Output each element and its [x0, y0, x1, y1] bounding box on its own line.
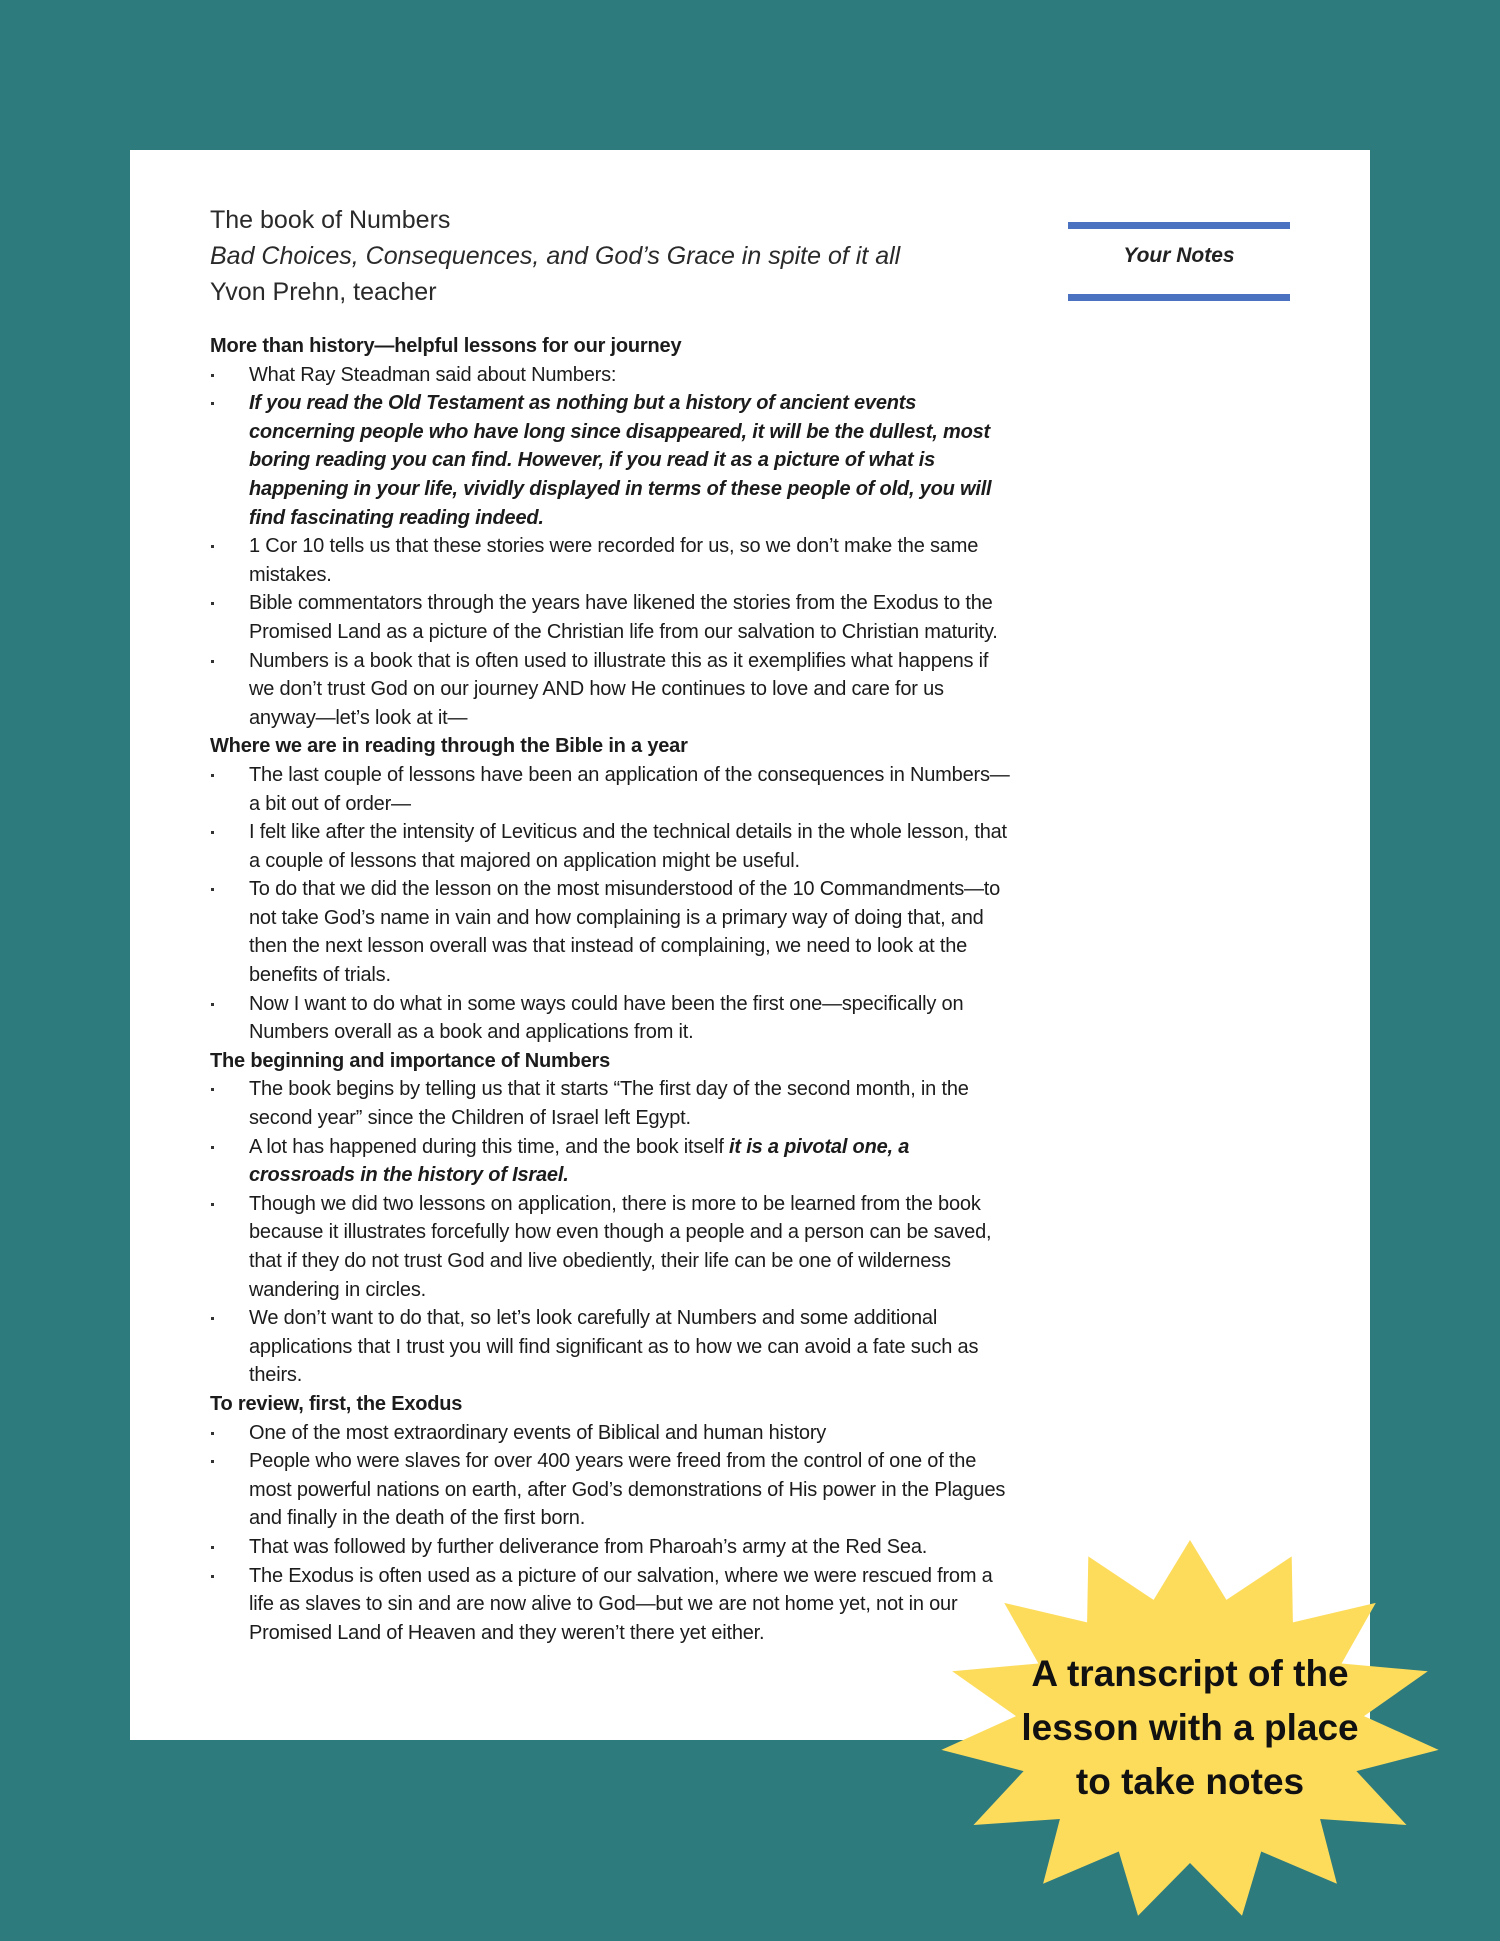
notes-bottom-rule	[1068, 294, 1290, 301]
bullet-item	[210, 1419, 1015, 1448]
bullet-item	[210, 647, 1015, 733]
bullet-item	[210, 389, 1015, 532]
bullet-item	[210, 761, 1015, 818]
bullet-list	[210, 761, 1015, 1047]
callout-starburst	[930, 1540, 1450, 1920]
bullet-text: What Ray Steadman said about Numbers:	[249, 363, 617, 386]
bullet-text: People who were slaves for over 400 years were freed from the control of one of the most powerful nations on earth, after God’s demonstrations of His power in the Plagues and finally in the death of the first born.	[249, 1450, 1006, 1530]
bullet-text: 1 Cor 10 tells us that these stories were recorded for us, so we don’t make the same mistakes.	[249, 535, 979, 586]
emphasized-text: If you read the Old Testament as nothing but a history of ancient events concerning people who have long since disappeared, it will be the dullest, most boring reading you can find. However, if you read it as a picture of what is happening in your life, vividly displayed in terms of these people of old, you will find fascinating reading indeed.	[249, 392, 992, 529]
bullet-item	[210, 589, 1015, 646]
emphasized-text: it is a pivotal one, a crossroads in the history of Israel.	[249, 1135, 910, 1187]
bullet-text: Bible commentators through the years have likened the stories from the Exodus to the Promised Land as a picture of the Christian life from our salvation to Christian maturity.	[249, 592, 998, 643]
bullet-item	[210, 990, 1015, 1047]
bullet-item	[210, 875, 1015, 989]
bullet-text: A lot has happened during this time, and the book itself	[249, 1135, 730, 1158]
section-heading: Where we are in reading through the Bible in a year	[210, 735, 688, 758]
document-page	[130, 150, 1370, 1740]
bullet-item	[210, 1533, 1015, 1562]
bullet-text: One of the most extraordinary events of Biblical and human history	[249, 1421, 827, 1444]
bullet-item	[210, 1447, 1015, 1533]
document-sections	[210, 332, 1015, 1647]
bullet-item	[210, 361, 1015, 390]
notes-header	[1068, 222, 1290, 302]
bullet-text: Though we did two lessons on application, there is more to be learned from the book because it illustrates forcefully how even though a people and a person can be saved, that if they do not trust God and live obediently, their life can be one of wilderness wandering in circles.	[249, 1192, 992, 1301]
bullet-text: I felt like after the intensity of Leviticus and the technical details in the whole lesson, that a couple of lessons that majored on application might be useful.	[249, 821, 1007, 872]
bullet-item	[210, 1304, 1015, 1390]
bullet-item	[210, 1562, 1015, 1648]
section-heading: To review, first, the Exodus	[210, 1392, 463, 1415]
section-heading: More than history—helpful lessons for our journey	[210, 335, 682, 357]
bullet-item	[210, 532, 1015, 589]
callout-text: A transcript of the lesson with a place to take notes	[1021, 1653, 1359, 1802]
bullet-item	[210, 818, 1015, 875]
document-title: The book of Numbers	[210, 206, 451, 234]
bullet-text: That was followed by further deliverance from Pharoah’s army at the Red Sea.	[249, 1535, 928, 1558]
document-author: Yvon Prehn, teacher	[210, 278, 437, 306]
bullet-list	[210, 1419, 1015, 1648]
notes-label: Your Notes	[1123, 244, 1235, 267]
bullet-list	[210, 1075, 1015, 1390]
bullet-text: To do that we did the lesson on the most misunderstood of the 10 Commandments—to not take God’s name in vain and how complaining is a primary way of doing that, and then the next lesson overall was that instead of complaining, we need to look at the benefits of trials.	[249, 878, 1001, 987]
bullet-item	[210, 1190, 1015, 1304]
bullet-text: The book begins by telling us that it starts “The first day of the second month, in the second year” since the Children of Israel left Egypt.	[249, 1078, 969, 1130]
document-content	[210, 202, 1015, 1647]
notes-top-rule	[1068, 222, 1290, 229]
bullet-text: Now I want to do what in some ways could have been the first one—specifically on Numbers overall as a book and applications from it.	[249, 992, 964, 1044]
bullet-text: The last couple of lessons have been an application of the consequences in Numbers—a bit out of order—	[249, 763, 1010, 815]
bullet-text: We don’t want to do that, so let’s look carefully at Numbers and some additional applications that I trust you will find significant as to how we can avoid a fate such as theirs.	[249, 1307, 979, 1387]
bullet-text: Numbers is a book that is often used to illustrate this as it exemplifies what happens if we don’t trust God on our journey AND how He continues to love and care for us anyway—let’s look at it—	[249, 649, 989, 729]
bullet-list	[210, 361, 1015, 733]
bullet-text: The Exodus is often used as a picture of our salvation, where we were rescued from a life as slaves to sin and are now alive to God—but we are not home yet, not in our Promised Land of Heaven and they weren’t there yet either.	[249, 1564, 993, 1644]
section-heading: The beginning and importance of Numbers	[210, 1049, 611, 1072]
bullet-item	[210, 1133, 1015, 1190]
bullet-item	[210, 1075, 1015, 1132]
document-subtitle: Bad Choices, Consequences, and God’s Grace in spite of it all	[210, 242, 901, 270]
